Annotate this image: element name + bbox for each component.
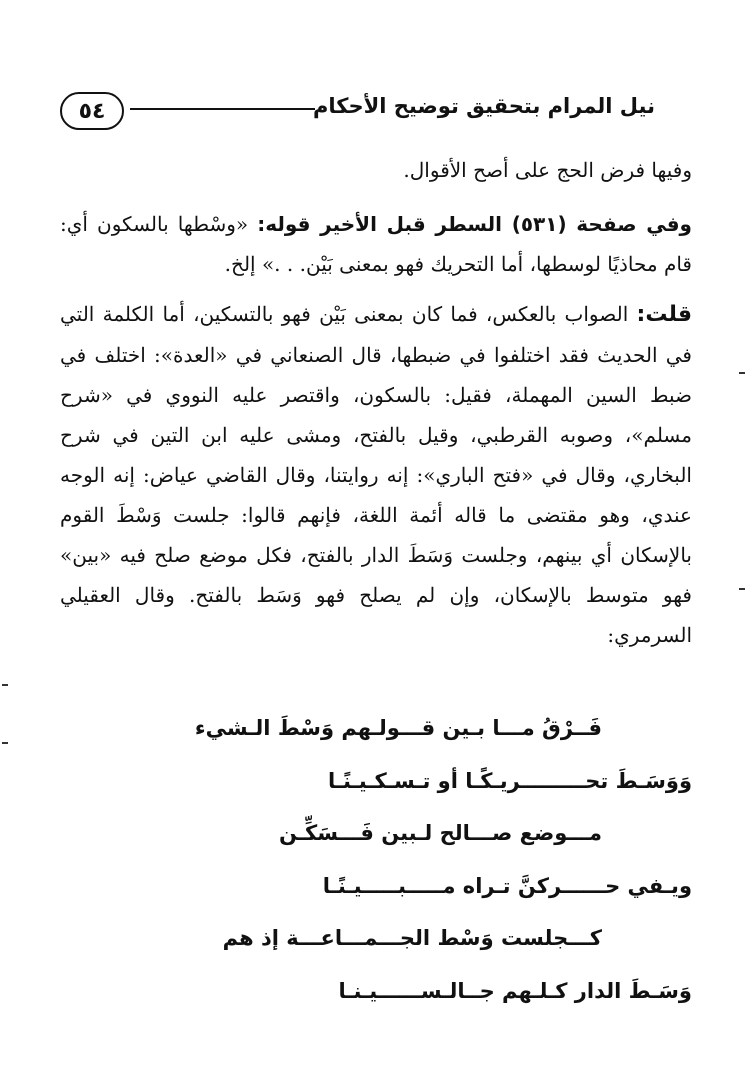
reference-quote: «وسْطها بالسكون أي: قام محاذيًا لوسطها، أما التحريك فهو بمعنى بَيْن. . .» إلخ. <box>60 212 692 276</box>
paragraph-commentary <box>60 294 692 655</box>
body-text <box>60 150 692 655</box>
commentary-text: الصواب بالعكس، فما كان بمعنى بَيْن فهو بالتسكين، أما الكلمة التي في الحديث فقد اختلفوا في ضبطها، قال الصنعاني في «العدة»: اختلف في ضبط السين المهملة، فقيل: بالسكون، واقتصر عليه النووي في «شرح مسلم»، وصوبه القرطبي، وقيل بالفتح، ومشى عليه ابن التين في شرح البخاري، وقال في «فتح الباري»: إنه روايتنا، وقال القاضي عياض: إنه الوجه عندي، وهو مقتضى ما قاله أئمة اللغة، فإنهم قالوا: جلست وَسْطَ القوم بالإسكان أي بينهم، وجلست وَسَطَ الدار بالفتح، فكل موضع صلح فيه «بين» فهو متوسط بالإسكان، وإن لم يصلح فهو وَسَط بالفتح. وقال العقيلي السرمري: <box>60 302 692 647</box>
poem-verse: وَوَسَـطَ تحـــــــــريـكًـا أو تـسـكـيـنًـا <box>327 768 692 793</box>
paragraph-continuation: وفيها فرض الحج على أصح الأقوال. <box>403 158 692 182</box>
qultu-label: قلت: <box>636 302 692 327</box>
scan-mark <box>2 742 8 744</box>
header-rule <box>130 108 315 110</box>
poem-verse: كـــجلست وَسْط الجـــمـــاعـــة إذ هم <box>222 926 602 950</box>
poem-verse: وَسَـطَ الدار كـلـهم جــالـســــــيـنـا <box>338 978 692 1003</box>
poem-verse: فَــرْقُ مـــا بـين قـــولـهم وَسْطَ الـشيء <box>194 716 602 740</box>
page-header <box>60 84 655 134</box>
poem <box>60 702 692 1017</box>
scan-mark <box>2 684 8 686</box>
scan-mark <box>739 372 745 374</box>
poem-verse: ويـفي حــــــركنَّ تـراه مـــــبـــــيـنًـا <box>322 873 692 898</box>
page-number-badge: ٥٤ <box>60 92 124 130</box>
running-title: نيل المرام بتحقيق توضيح الأحكام <box>313 94 655 118</box>
paragraph-reference <box>60 204 692 284</box>
reference-label: وفي صفحة (٥٣١) السطر قبل الأخير قوله: <box>257 212 692 236</box>
poem-verse: مـــوضع صـــالح لـبين فَـــسَكِّـن <box>278 821 602 845</box>
scan-mark <box>739 588 745 590</box>
